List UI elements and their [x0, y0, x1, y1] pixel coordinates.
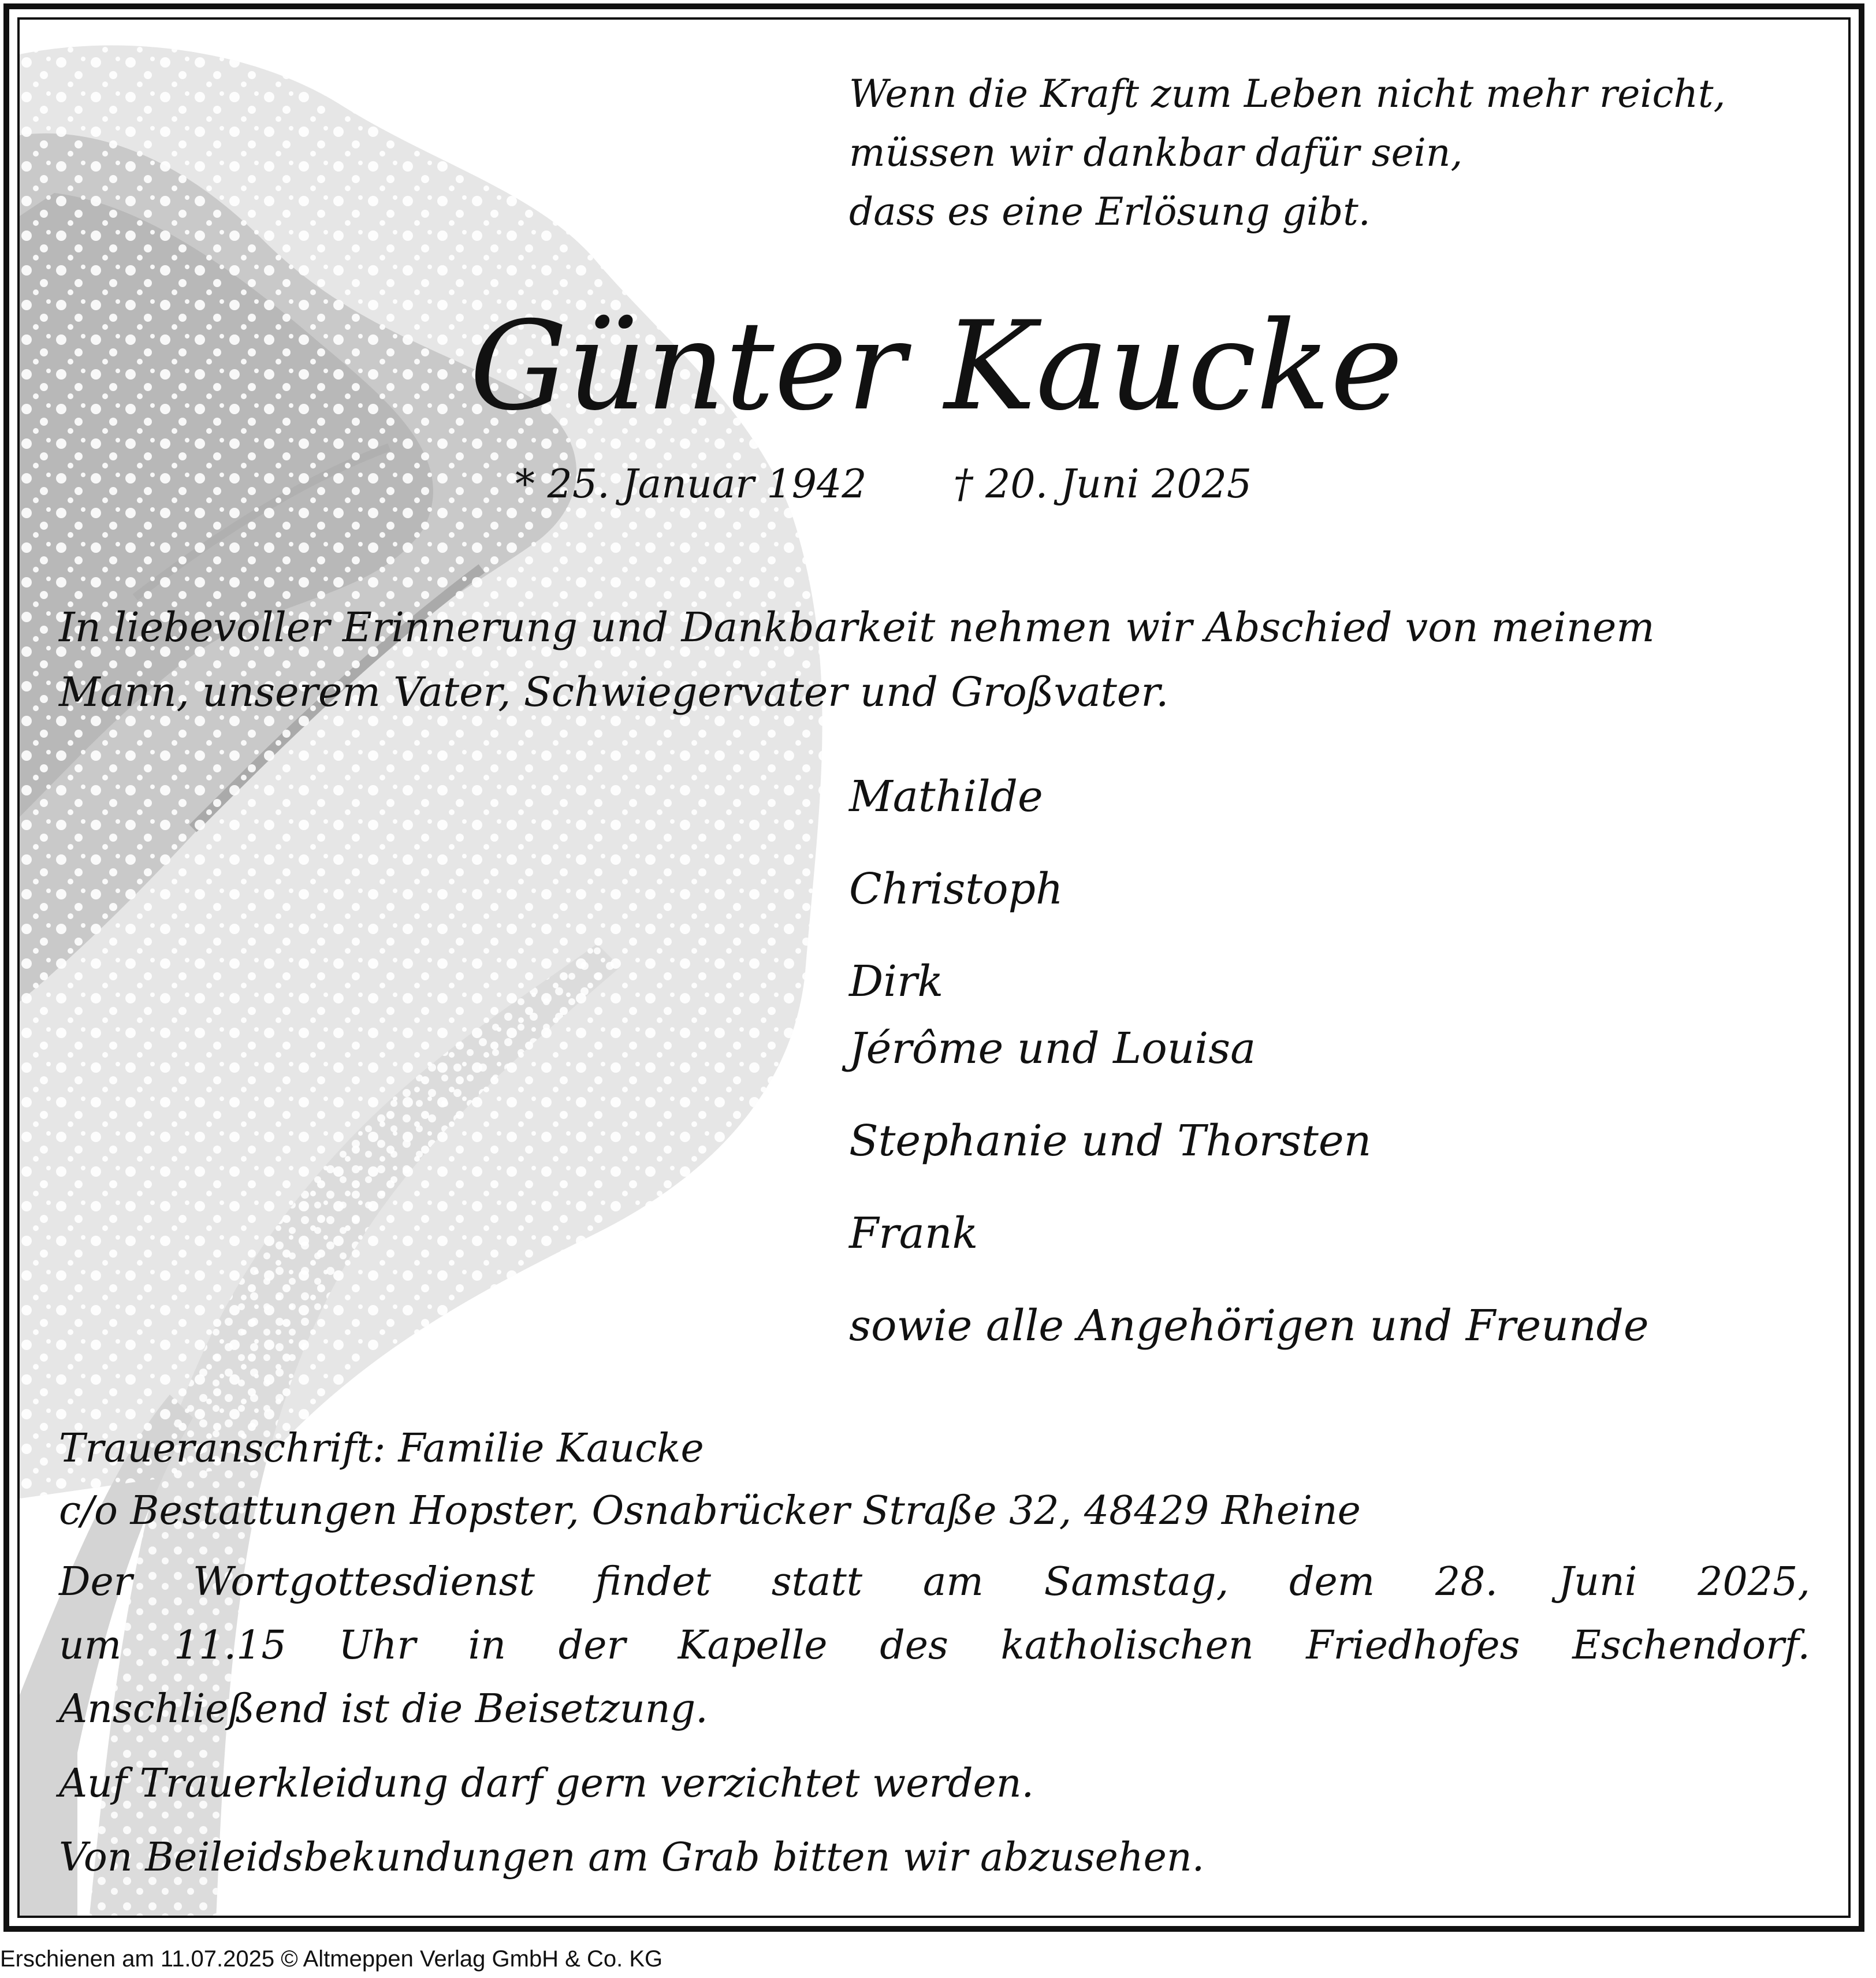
farewell-text	[59, 595, 1655, 724]
service-word: statt	[771, 1559, 863, 1605]
service-word: Der	[59, 1559, 133, 1605]
service-word: katholischen	[1000, 1623, 1254, 1668]
mourner: Mathilde	[849, 772, 1043, 821]
mourner: Dirk	[849, 957, 944, 1006]
service-word: 11.15	[173, 1623, 286, 1668]
mourner: Christoph	[849, 864, 1063, 914]
farewell-line: Mann, unserem Vater, Schwiegervater und Großvater.	[59, 668, 1169, 716]
publication-footer: Erschienen am 11.07.2025 © Altmeppen Verlag GmbH & Co. KG	[0, 1946, 663, 1972]
service-word: 28.	[1435, 1559, 1498, 1605]
service-word: Samstag,	[1044, 1559, 1229, 1605]
farewell-line: In liebevoller Erinnerung und Dankbarkeit nehmen wir Abschied von meinem	[59, 604, 1655, 651]
service-info	[59, 1551, 1810, 1741]
address-line: Traueranschrift: Familie Kaucke	[59, 1426, 704, 1471]
obituary-notice	[17, 17, 1851, 1918]
mourning-address	[59, 1418, 1361, 1542]
verse	[849, 65, 1726, 241]
service-word: in	[468, 1623, 507, 1668]
service-word: um	[59, 1623, 122, 1668]
service-line: Anschließend ist die Beisetzung.	[59, 1686, 708, 1732]
notes	[59, 1747, 1204, 1895]
service-word: Uhr	[338, 1623, 416, 1668]
service-word: des	[880, 1623, 948, 1668]
service-word: der	[558, 1623, 626, 1668]
service-word: Juni	[1558, 1559, 1637, 1605]
service-word: findet	[595, 1559, 711, 1605]
verse-line: dass es eine Erlösung gibt.	[849, 189, 1371, 234]
life-dates	[515, 459, 1252, 511]
note-line: Auf Trauerkleidung darf gern verzichtet werden.	[59, 1761, 1034, 1806]
service-word: Eschendorf.	[1572, 1623, 1810, 1668]
mourner: Jérôme und Louisa	[849, 1024, 1256, 1073]
service-word: dem	[1289, 1559, 1375, 1605]
service-word: 2025,	[1698, 1559, 1810, 1605]
service-line	[59, 1614, 1810, 1678]
mourner: Stephanie und Thorsten	[849, 1116, 1372, 1166]
deceased-name: Günter Kaucke	[470, 295, 1403, 437]
service-word: Kapelle	[678, 1623, 828, 1668]
mourner: Frank	[849, 1209, 978, 1258]
verse-line: müssen wir dankbar dafür sein,	[849, 131, 1463, 175]
birth-date: * 25. Januar 1942	[515, 462, 867, 507]
service-line	[59, 1551, 1810, 1614]
death-date: † 20. Juni 2025	[953, 462, 1252, 507]
address-line: c/o Bestattungen Hopster, Osnabrücker Straße 32, 48429 Rheine	[59, 1488, 1361, 1534]
verse-line: Wenn die Kraft zum Leben nicht mehr reicht,	[849, 72, 1726, 116]
service-word: Wortgottesdienst	[193, 1559, 535, 1605]
service-word: Friedhofes	[1306, 1623, 1520, 1668]
mourner: sowie alle Angehörigen und Freunde	[849, 1301, 1649, 1351]
service-word: am	[922, 1559, 984, 1605]
note-line: Von Beileidsbekundungen am Grab bitten wir abzusehen.	[59, 1835, 1205, 1880]
